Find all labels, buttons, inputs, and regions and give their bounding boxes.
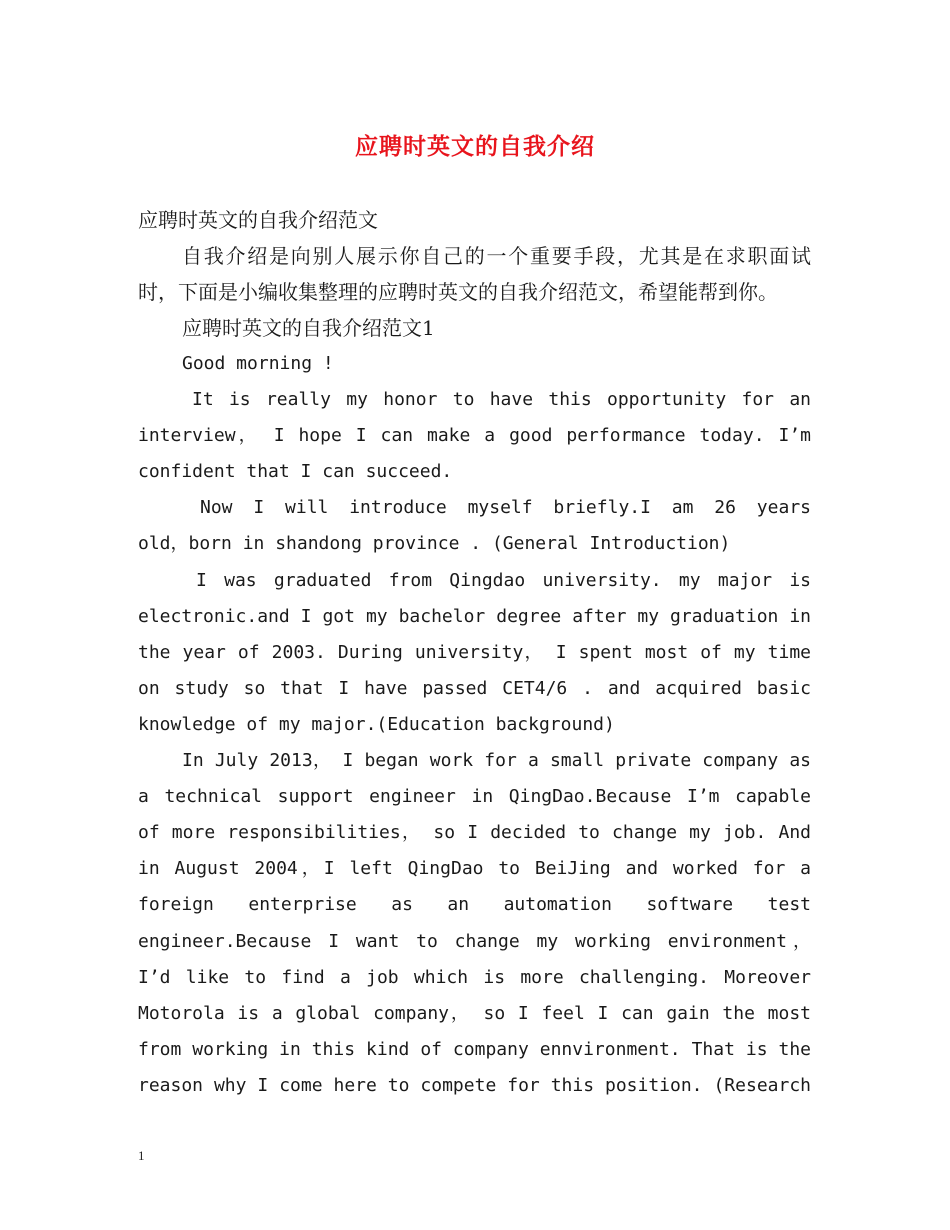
paragraph-line: on study so that I have passed CET4/6 . and acquired basic: [138, 677, 811, 699]
paragraph-line: foreign enterprise as an automation software test: [138, 894, 811, 916]
page-number: 1: [138, 1148, 145, 1163]
paragraph-line: in August 2004，I left QingDao to BeiJing and worked for a: [138, 858, 811, 880]
paragraph-line: electronic.and I got my bachelor degree after my graduation in: [138, 605, 811, 627]
paragraph-line: reason why I come here to compete for this position. (Research: [138, 1074, 811, 1096]
subtitle: 应聘时英文的自我介绍范文: [138, 208, 378, 232]
document-title: 应聘时英文的自我介绍: [355, 133, 595, 160]
paragraph-line: interview， I hope I can make a good performance today. I’m: [138, 425, 811, 447]
intro-line: 自我介绍是向别人展示你自己的一个重要手段，尤其是在求职面试: [182, 244, 811, 268]
paragraph-1: [138, 382, 811, 490]
paragraph-line: Now I will introduce myself briefly.I am 26 years: [200, 497, 811, 519]
paragraph-line: the year of 2003. During university， I spent most of my time: [138, 641, 811, 663]
paragraph-line: Motorola is a global company， so I feel I can gain the most: [138, 1002, 811, 1024]
paragraph-line: from working in this kind of company ennvironment. That is the: [138, 1038, 811, 1060]
paragraph-line: of more responsibilities， so I decided to change my job. And: [138, 822, 811, 844]
document-body: [138, 202, 811, 1104]
intro-paragraph: [138, 238, 811, 310]
sample-heading: 应聘时英文的自我介绍范文1: [182, 316, 435, 340]
paragraph-2: [138, 490, 811, 562]
paragraph-line: I’d like to find a job which is more challenging. Moreover: [138, 966, 811, 988]
greeting: Good morning !: [182, 353, 334, 374]
paragraph-line: confident that I can succeed.: [138, 461, 453, 483]
paragraph-line: engineer.Because I want to change my working environment，: [138, 930, 811, 952]
paragraph-line: old，born in shandong province . (General Introduction): [138, 533, 731, 555]
paragraph-4: [138, 743, 811, 1104]
paragraph-line: It is really my honor to have this opportunity for an: [192, 389, 811, 411]
intro-line: 时，下面是小编收集整理的应聘时英文的自我介绍范文，希望能帮到你。: [138, 280, 778, 304]
paragraph-line: knowledge of my major.(Education background): [138, 713, 615, 735]
paragraph-line: I was graduated from Qingdao university. my major is: [196, 569, 811, 591]
paragraph-3: [138, 563, 811, 743]
paragraph-line: a technical support engineer in QingDao.Because I’m capable: [138, 786, 811, 808]
paragraph-line: In July 2013， I began work for a small private company as: [182, 750, 811, 772]
